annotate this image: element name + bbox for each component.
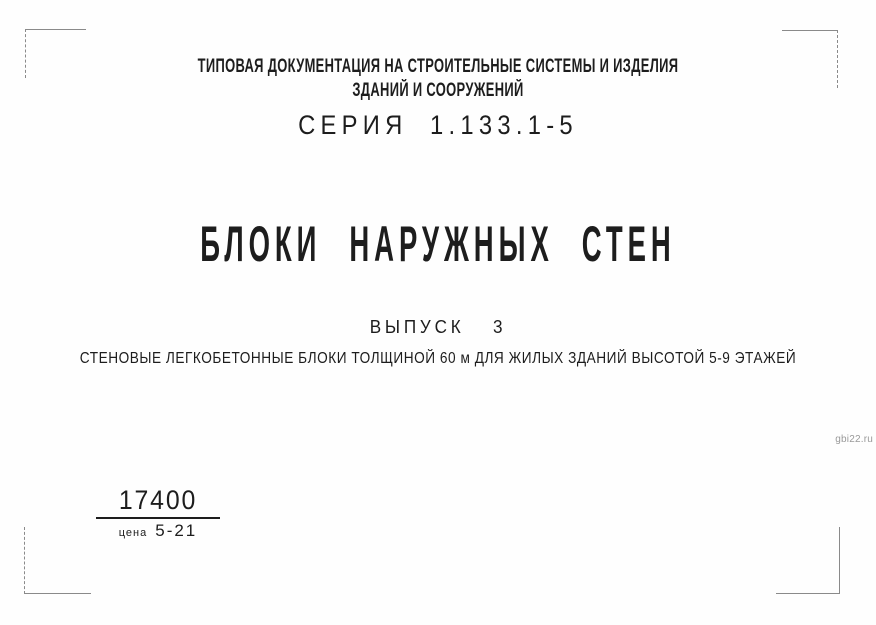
price-value: 5-21 (155, 521, 198, 540)
document-subtitle: СТЕНОВЫЕ ЛЕГКОБЕТОННЫЕ БЛОКИ ТОЛЩИНОЙ 60 м ДЛЯ ЖИЛЫХ ЗДАНИЙ ВЫСОТОЙ 5-9 ЭТАЖЕЙ (79, 350, 797, 367)
crop-mark-top-right (782, 30, 838, 88)
crop-mark-top-left (25, 29, 86, 78)
issue-number: 3 (492, 317, 507, 337)
issue-label: ВЫПУСК (369, 317, 465, 337)
price-divider (96, 517, 220, 519)
crop-mark-bottom-right (776, 527, 840, 594)
watermark-text: gbi22.ru (835, 434, 873, 445)
issue-line (22, 318, 854, 336)
price-row (96, 521, 220, 541)
header-line-1: ТИПОВАЯ ДОКУМЕНТАЦИЯ НА СТРОИТЕЛЬНЫЕ СИСТЕМЫ И ИЗДЕЛИЯ (197, 56, 679, 77)
crop-mark-bottom-left (24, 527, 91, 594)
price-label: цена (118, 527, 148, 539)
header-line-2: ЗДАНИЙ И СООРУЖЕНИЙ (352, 80, 524, 101)
stamp-number: 17400 (118, 485, 198, 515)
price-stamp (96, 487, 220, 541)
series-label: СЕРИЯ 1.133.1-5 (298, 110, 578, 140)
document-title: БЛОКИ НАРУЖНЫХ СТЕН (200, 216, 676, 272)
